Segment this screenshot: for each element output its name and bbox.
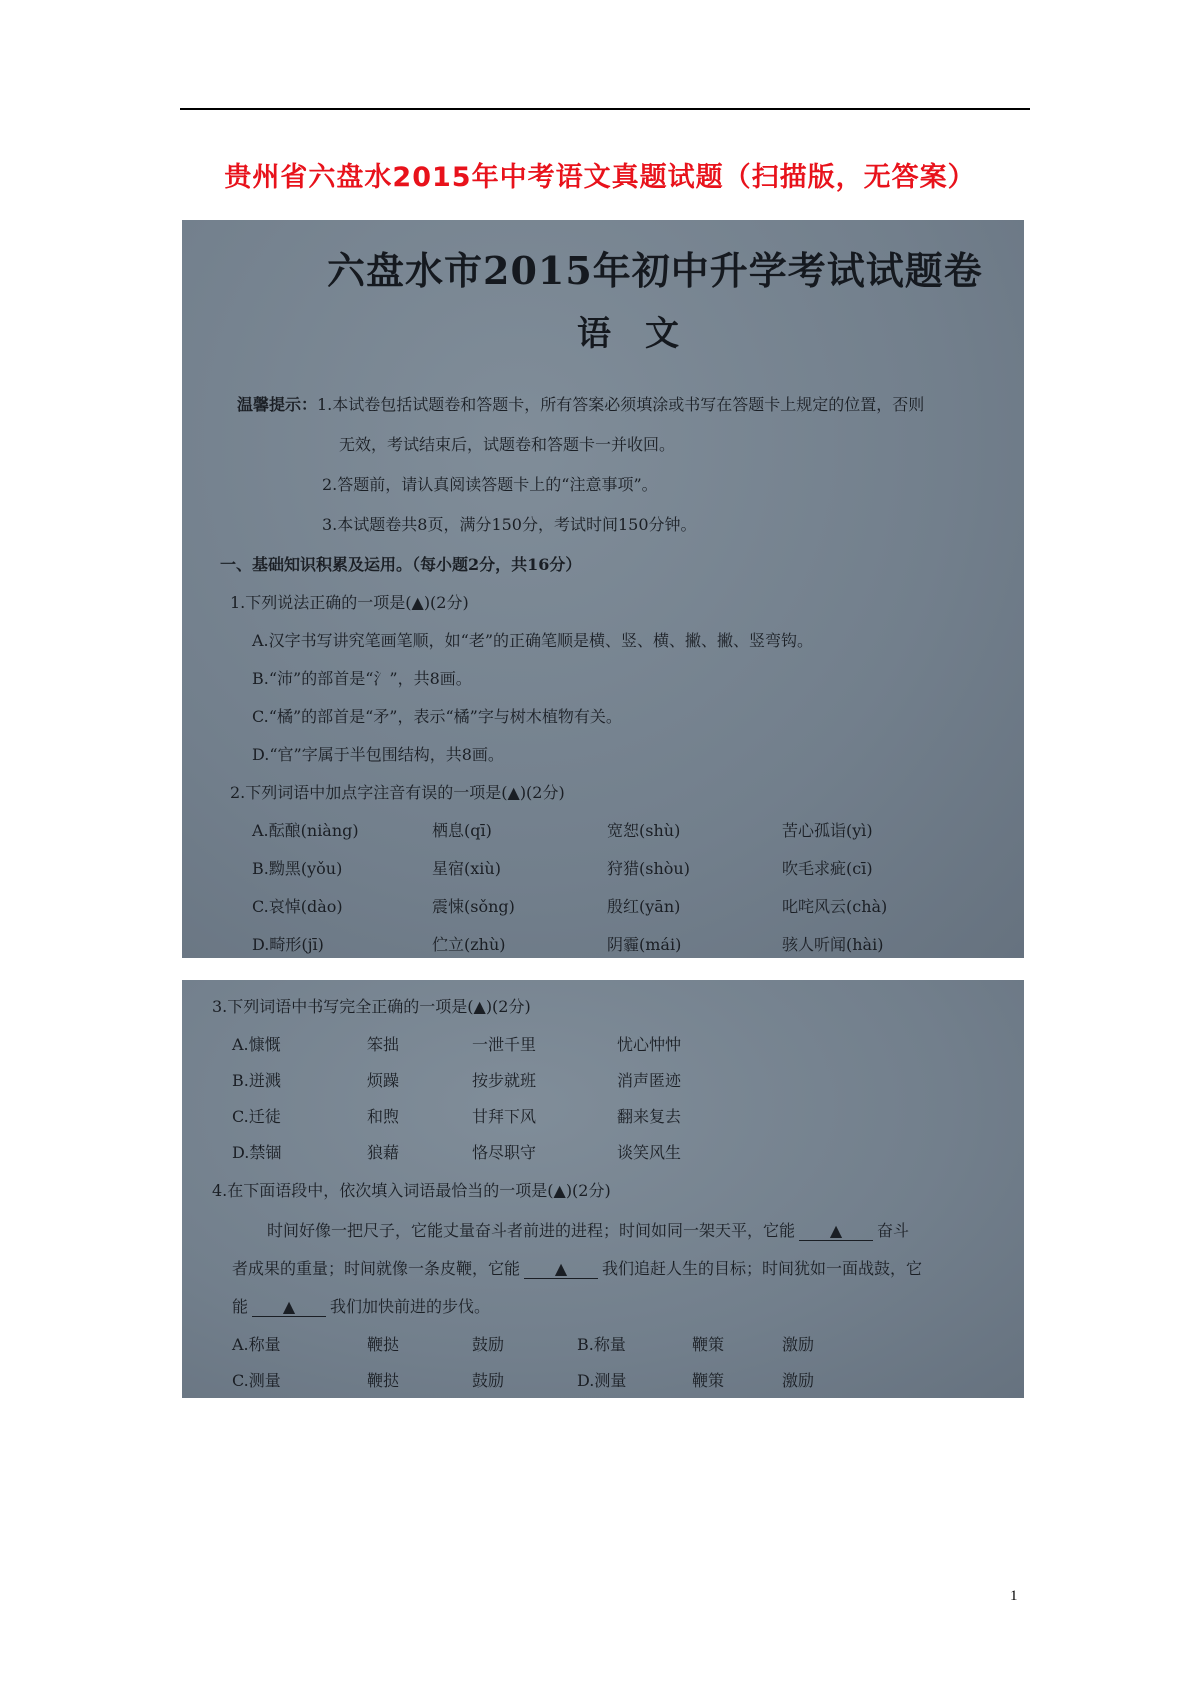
- q2-b-4: 吹毛求疵(cī): [782, 859, 873, 878]
- q4-passage-line-3: [232, 1294, 490, 1317]
- q1-option-b: B.“沛”的部首是“氵”，共8画。: [252, 669, 472, 688]
- q4-d-1: D.测量: [577, 1371, 627, 1390]
- q3-d-2: 狼藉: [367, 1143, 400, 1162]
- q2-d-2: 伫立(zhù): [432, 935, 506, 954]
- q2-c-1: C.哀悼(dào): [252, 897, 343, 916]
- section-1-heading: 一、基础知识积累及运用。（每小题2分，共16分）: [220, 555, 582, 574]
- question-3: 3.下列词语中书写完全正确的一项是(▲)(2分): [212, 997, 531, 1016]
- tips-label: 温馨提示：: [237, 395, 318, 414]
- q3-b-4: 消声匿迹: [617, 1071, 682, 1090]
- q3-d-4: 谈笑风生: [617, 1143, 682, 1162]
- q2-d-1: D.畸形(jī): [252, 935, 324, 954]
- document-title: 贵州省六盘水2015年中考语文真题试题（扫描版，无答案）: [224, 162, 976, 193]
- q3-a-1: A.慷慨: [232, 1035, 281, 1054]
- q2-c-4: 叱咤风云(chà): [782, 897, 888, 916]
- q2-a-2: 栖息(qī): [432, 821, 492, 840]
- page-number: 1: [1010, 1588, 1018, 1604]
- q4-d-3: 激励: [782, 1371, 815, 1390]
- q4-b-1: B.称量: [577, 1335, 626, 1354]
- q4-blank-2: ▲: [524, 1259, 598, 1279]
- scanned-exam-image-1: [182, 220, 1024, 958]
- exam-title: 六盘水市2015年初中升学考试试题卷: [327, 248, 983, 293]
- q4-a-3: 鼓励: [472, 1335, 505, 1354]
- q4-c-3: 鼓励: [472, 1371, 505, 1390]
- q2-d-3: 阴霾(mái): [607, 935, 682, 954]
- tip-3: 3.本试题卷共8页，满分150分，考试时间150分钟。: [322, 515, 697, 534]
- q3-a-2: 笨拙: [367, 1035, 400, 1054]
- q4-line1-text-a: 时间好像一把尺子，它能丈量奋斗者前进的进程；时间如同一架天平，它能: [267, 1221, 796, 1240]
- q4-line3-text-b: 我们加快前进的步伐。: [330, 1297, 491, 1316]
- question-1: 1.下列说法正确的一项是(▲)(2分): [230, 593, 469, 612]
- q3-b-1: B.迸溅: [232, 1071, 281, 1090]
- exam-subject: 语 文: [577, 314, 679, 354]
- q2-d-4: 骇人听闻(hài): [782, 935, 884, 954]
- scanned-exam-image-2: [182, 980, 1024, 1398]
- q2-a-3: 宽恕(shù): [607, 821, 681, 840]
- q4-passage-line-2: [232, 1256, 922, 1279]
- q4-a-2: 鞭挞: [367, 1335, 400, 1354]
- q1-option-a: A.汉字书写讲究笔画笔顺，如“老”的正确笔顺是横、竖、横、撇、撇、竖弯钩。: [252, 631, 814, 650]
- q3-b-3: 按步就班: [472, 1071, 537, 1090]
- q3-c-1: C.迁徒: [232, 1107, 281, 1126]
- q2-c-2: 震悚(sǒng): [432, 897, 515, 916]
- q4-line2-text-b: 我们追赶人生的目标；时间犹如一面战鼓，它: [602, 1259, 923, 1278]
- q1-option-d: D.“官”字属于半包围结构，共8画。: [252, 745, 504, 764]
- q2-b-1: B.黝黑(yǒu): [252, 859, 343, 878]
- q4-b-3: 激励: [782, 1335, 815, 1354]
- q3-c-3: 甘拜下风: [472, 1107, 537, 1126]
- q3-c-2: 和煦: [367, 1107, 400, 1126]
- q3-b-2: 烦躁: [367, 1071, 400, 1090]
- tip-2: 2.答题前，请认真阅读答题卡上的“注意事项”。: [322, 475, 658, 494]
- q4-b-2: 鞭策: [692, 1335, 725, 1354]
- q3-a-4: 忧心忡忡: [617, 1035, 682, 1054]
- q2-b-2: 星宿(xiù): [432, 859, 501, 878]
- tip-1a: 1.本试卷包括试题卷和答题卡，所有答案必须填涂或书写在答题卡上规定的位置，否则: [317, 395, 925, 414]
- q2-c-3: 殷红(yān): [607, 897, 681, 916]
- question-2: 2.下列词语中加点字注音有误的一项是(▲)(2分): [230, 783, 565, 802]
- q4-line3-text-a: 能: [232, 1297, 249, 1316]
- q4-c-2: 鞭挞: [367, 1371, 400, 1390]
- q4-blank-1: ▲: [799, 1221, 873, 1241]
- header-rule: [180, 108, 1030, 110]
- q2-a-4: 苦心孤诣(yì): [782, 821, 873, 840]
- question-4: 4.在下面语段中，依次填入词语最恰当的一项是(▲)(2分): [212, 1181, 611, 1200]
- q1-option-c: C.“橘”的部首是“矛”，表示“橘”字与树木植物有关。: [252, 707, 622, 726]
- q4-line1-text-b: 奋斗: [877, 1221, 910, 1240]
- q4-line2-text-a: 者成果的重量；时间就像一条皮鞭，它能: [232, 1259, 521, 1278]
- q3-d-1: D.禁锢: [232, 1143, 282, 1162]
- q4-a-1: A.称量: [232, 1335, 281, 1354]
- q4-blank-3: ▲: [252, 1297, 326, 1317]
- q4-passage-line-1: [267, 1218, 909, 1241]
- tip-1b: 无效，考试结束后，试题卷和答题卡一并收回。: [339, 435, 676, 454]
- q4-c-1: C.测量: [232, 1371, 281, 1390]
- q2-a-1: A.酝酿(niàng): [252, 821, 359, 840]
- q3-d-3: 恪尽职守: [472, 1143, 537, 1162]
- q3-a-3: 一泄千里: [472, 1035, 537, 1054]
- q3-c-4: 翻来复去: [617, 1107, 682, 1126]
- q4-d-2: 鞭策: [692, 1371, 725, 1390]
- q2-b-3: 狩猎(shòu): [607, 859, 690, 878]
